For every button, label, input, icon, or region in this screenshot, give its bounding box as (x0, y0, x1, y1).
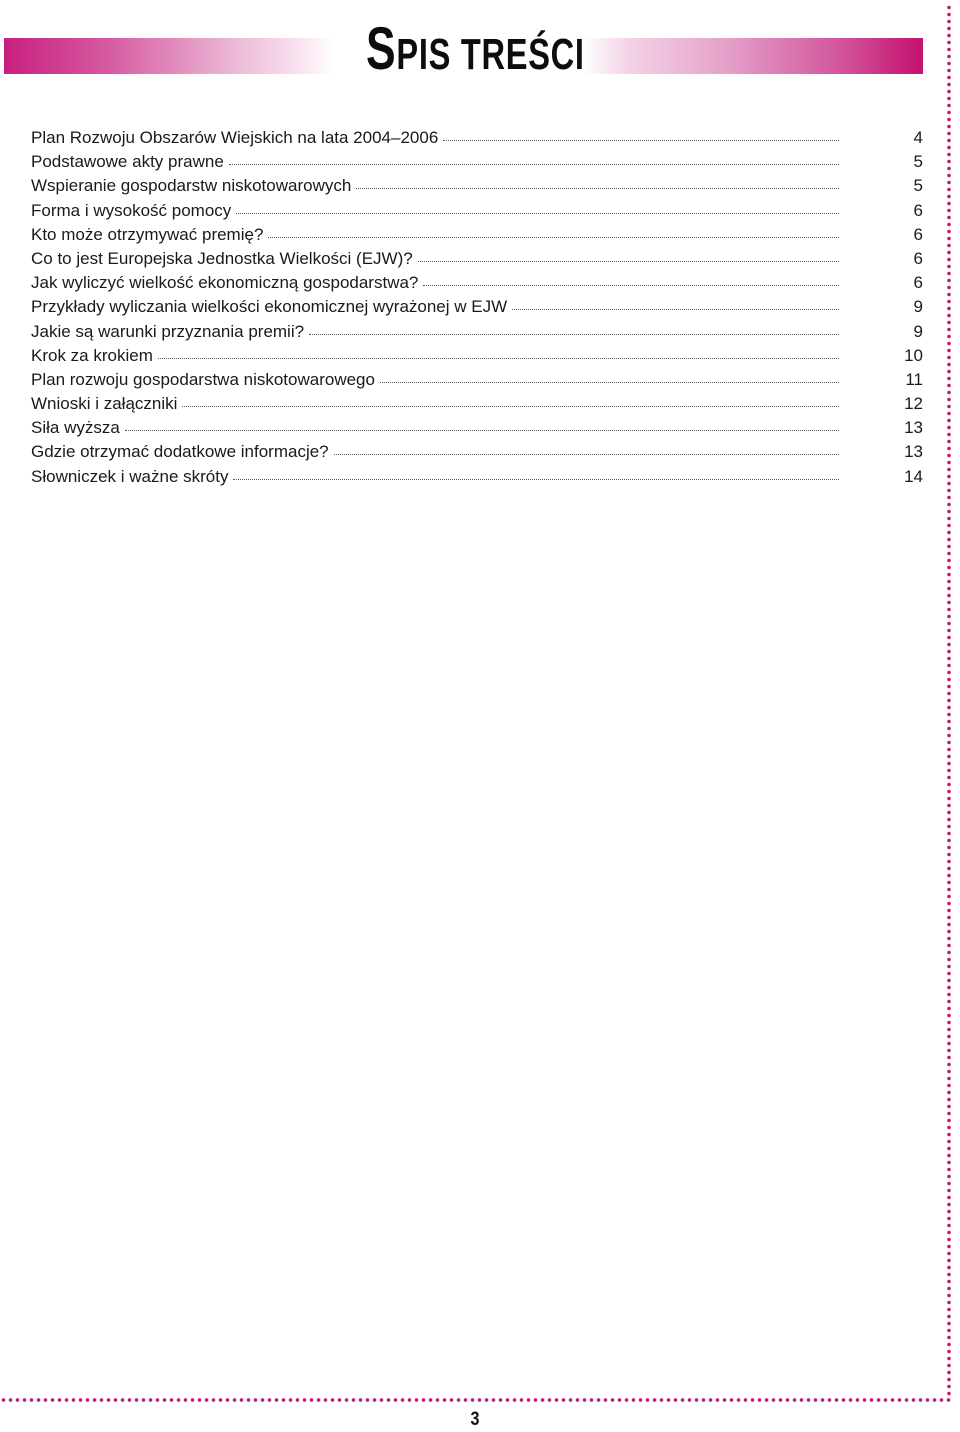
toc-dot-leader (380, 382, 839, 383)
toc-entry-title: Co to jest Europejska Jednostka Wielkości (EJW)? (31, 248, 413, 268)
toc-entry[interactable] (31, 344, 923, 368)
toc-entry-page: 5 (913, 152, 923, 172)
dotted-border-right (946, 4, 952, 1396)
toc-entry-title: Słowniczek i ważne skróty (31, 466, 229, 486)
toc-dot-leader (443, 140, 839, 141)
toc-entry-page: 4 (913, 128, 923, 147)
toc-entry-page: 9 (913, 321, 923, 341)
toc-entry[interactable] (31, 465, 923, 489)
toc-entry-page: 6 (913, 224, 923, 244)
toc-dot-leader (356, 188, 839, 189)
toc-entry[interactable] (31, 368, 923, 392)
toc-entry-page: 13 (904, 442, 923, 462)
page-number: 3 (470, 1409, 480, 1430)
toc-entry[interactable] (31, 174, 923, 198)
toc-entry-title: Plan rozwoju gospodarstwa niskotowarowego (31, 369, 375, 389)
page-title-initial: S (366, 15, 397, 82)
toc-dot-leader (236, 213, 839, 214)
toc-entry[interactable] (31, 392, 923, 416)
toc-entry-page: 11 (905, 369, 923, 389)
toc-entry[interactable] (31, 150, 923, 174)
toc-dot-leader (125, 430, 839, 431)
toc-entry-page: 13 (904, 418, 923, 438)
toc-dot-leader (512, 309, 839, 310)
toc-entry[interactable] (31, 416, 923, 440)
toc-entry-title: Kto może otrzymywać premię? (31, 224, 264, 244)
toc-dot-leader (418, 261, 839, 262)
toc-entry[interactable] (31, 271, 923, 295)
toc-dot-leader (233, 479, 839, 480)
toc-entry[interactable] (31, 126, 923, 150)
toc-entry-page: 6 (913, 273, 923, 293)
toc-entry[interactable] (31, 223, 923, 247)
toc-entry-page: 10 (904, 345, 923, 365)
toc-entry[interactable] (31, 199, 923, 223)
page-title-rest: PIS TREŚCI (396, 30, 585, 79)
toc-entry-page: 6 (913, 200, 923, 220)
toc-entry[interactable] (31, 320, 923, 344)
toc-entry-title: Wspieranie gospodarstw niskotowarowych (31, 176, 352, 196)
toc-entry-page: 9 (913, 297, 923, 317)
toc-entry[interactable] (31, 295, 923, 319)
toc-entry-page: 6 (913, 248, 923, 268)
toc-dot-leader (423, 285, 839, 286)
toc-entry-title: Forma i wysokość pomocy (31, 200, 232, 220)
toc-dot-leader (309, 334, 839, 335)
page-title (366, 15, 585, 82)
toc-dot-leader (229, 164, 839, 165)
toc-entry-title: Gdzie otrzymać dodatkowe informacje? (31, 442, 329, 462)
toc-dot-leader (158, 358, 839, 359)
toc-entry-title: Przykłady wyliczania wielkości ekonomicznej wyrażonej w EJW (31, 297, 508, 317)
toc-entry[interactable] (31, 440, 923, 464)
toc-entry-title: Jakie są warunki przyznania premii? (31, 321, 305, 341)
toc-entry-title: Plan Rozwoju Obszarów Wiejskich na lata 2004–2006 (31, 128, 439, 147)
table-of-contents (31, 126, 923, 489)
toc-entry-title: Podstawowe akty prawne (31, 152, 224, 172)
toc-entry-title: Siła wyższa (31, 418, 120, 438)
toc-dot-leader (182, 406, 839, 407)
toc-dot-leader (334, 454, 839, 455)
toc-entry-page: 14 (904, 466, 923, 486)
dotted-border-bottom (0, 1397, 952, 1403)
toc-entry-title: Wnioski i załączniki (31, 394, 178, 414)
toc-entry-page: 12 (904, 394, 923, 414)
toc-entry-title: Krok za krokiem (31, 345, 153, 365)
toc-dot-leader (268, 237, 839, 238)
toc-entry-title: Jak wyliczyć wielkość ekonomiczną gospodarstwa? (31, 273, 419, 293)
toc-entry[interactable] (31, 247, 923, 271)
toc-entry-page: 5 (913, 176, 923, 196)
